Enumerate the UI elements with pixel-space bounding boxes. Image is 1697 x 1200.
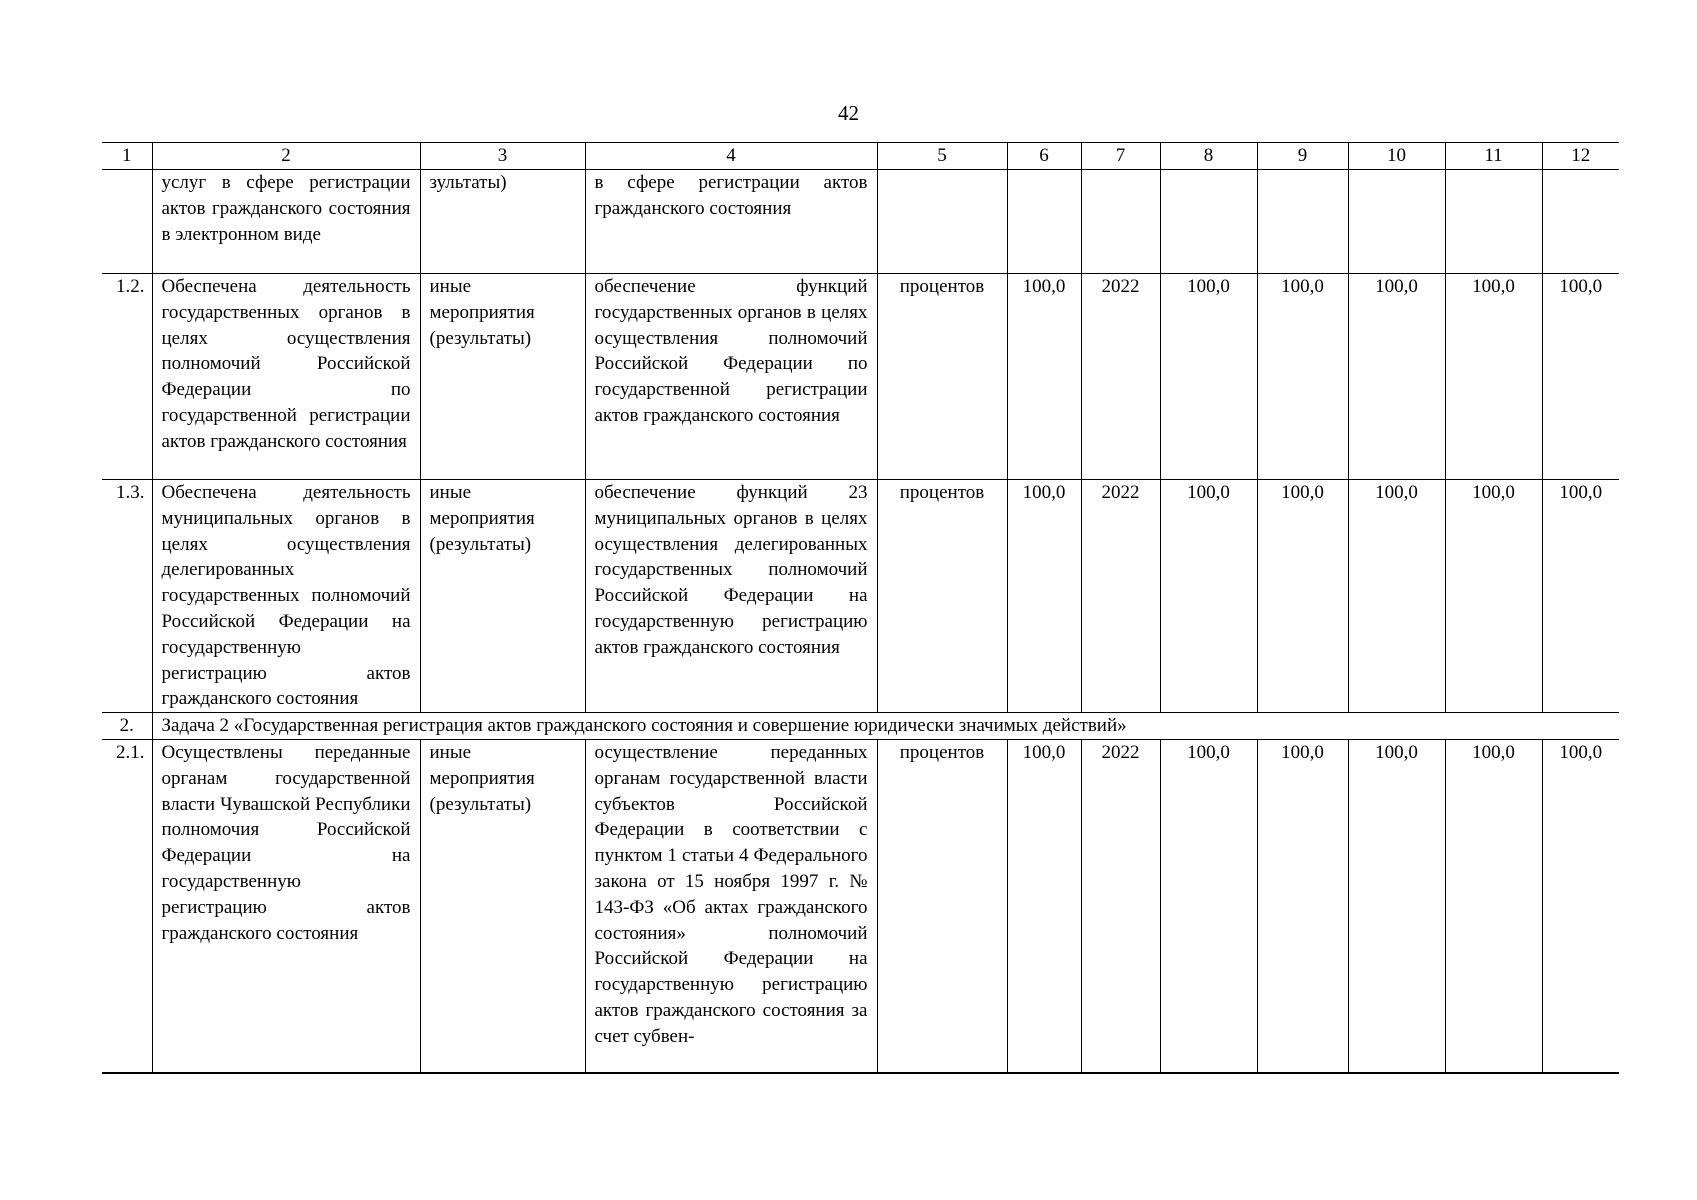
value-col-10: 100,0 bbox=[1348, 739, 1445, 1073]
base-year: 2022 bbox=[1081, 739, 1160, 1073]
row-number: 2.1. bbox=[102, 739, 152, 1073]
result-description: обеспечение функций 23 муниципальных органов в целях осуществления делегированных государственных полномочий Российской Федерации на государственную регистрацию актов гражданского состояния bbox=[585, 480, 877, 713]
task-number: 2. bbox=[102, 713, 152, 740]
header-cell: 11 bbox=[1445, 143, 1542, 170]
base-year: 2022 bbox=[1081, 480, 1160, 713]
base-year bbox=[1081, 170, 1160, 274]
value-col-12 bbox=[1542, 170, 1619, 274]
value-col-8: 100,0 bbox=[1160, 480, 1257, 713]
unit: процентов bbox=[877, 274, 1007, 480]
result-description: обеспечение функций государственных органов в целях осуществления полномочий Российской Федерации по государственной регистрации актов гражданского состояния bbox=[585, 274, 877, 480]
value-col-10 bbox=[1348, 170, 1445, 274]
task-row bbox=[102, 713, 1619, 740]
result-name: услуг в сфере регистрации актов гражданского состояния в электронном виде bbox=[152, 170, 420, 274]
value-col-9: 100,0 bbox=[1257, 274, 1348, 480]
value-col-10: 100,0 bbox=[1348, 274, 1445, 480]
header-cell: 12 bbox=[1542, 143, 1619, 170]
row-number: 1.2. bbox=[102, 274, 152, 480]
value-col-12: 100,0 bbox=[1542, 739, 1619, 1073]
indicators-table bbox=[102, 142, 1619, 1074]
value-col-8 bbox=[1160, 170, 1257, 274]
page-number: 42 bbox=[838, 101, 859, 125]
value-col-11 bbox=[1445, 170, 1542, 274]
table-header-row bbox=[102, 143, 1619, 170]
header-cell: 7 bbox=[1081, 143, 1160, 170]
value-col-8: 100,0 bbox=[1160, 274, 1257, 480]
unit: процентов bbox=[877, 739, 1007, 1073]
table-row bbox=[102, 739, 1619, 1073]
base-value: 100,0 bbox=[1007, 739, 1081, 1073]
table-row bbox=[102, 170, 1619, 274]
value-col-9 bbox=[1257, 170, 1348, 274]
result-type: иные мероприятия (результаты) bbox=[420, 480, 585, 713]
value-col-11: 100,0 bbox=[1445, 274, 1542, 480]
value-col-8: 100,0 bbox=[1160, 739, 1257, 1073]
unit bbox=[877, 170, 1007, 274]
header-cell: 8 bbox=[1160, 143, 1257, 170]
header-cell: 3 bbox=[420, 143, 585, 170]
value-col-10: 100,0 bbox=[1348, 480, 1445, 713]
result-description: в сфере регистрации актов гражданского состояния bbox=[585, 170, 877, 274]
header-cell: 2 bbox=[152, 143, 420, 170]
result-name: Обеспечена деятельность государственных органов в целях осуществления полномочий Российской Федерации по государственной регистрации актов гражданского состояния bbox=[152, 274, 420, 480]
table-row bbox=[102, 480, 1619, 713]
header-cell: 10 bbox=[1348, 143, 1445, 170]
result-description: осуществление переданных органам государственной власти субъектов Российской Федерации в соответствии с пунктом 1 статьи 4 Федерального закона от 15 ноября 1997 г. № 143-ФЗ «Об актах гражданского состояния» полномочий Российской Федерации на государственную регистрацию актов гражданского состояния за счет субвен- bbox=[585, 739, 877, 1073]
result-type: зультаты) bbox=[420, 170, 585, 274]
value-col-11: 100,0 bbox=[1445, 480, 1542, 713]
header-cell: 4 bbox=[585, 143, 877, 170]
base-value bbox=[1007, 170, 1081, 274]
value-col-12: 100,0 bbox=[1542, 274, 1619, 480]
value-col-9: 100,0 bbox=[1257, 739, 1348, 1073]
row-number: 1.3. bbox=[102, 480, 152, 713]
row-number bbox=[102, 170, 152, 274]
result-type: иные мероприятия (результаты) bbox=[420, 274, 585, 480]
header-cell: 6 bbox=[1007, 143, 1081, 170]
base-year: 2022 bbox=[1081, 274, 1160, 480]
value-col-9: 100,0 bbox=[1257, 480, 1348, 713]
header-cell: 5 bbox=[877, 143, 1007, 170]
value-col-11: 100,0 bbox=[1445, 739, 1542, 1073]
result-type: иные мероприятия (результаты) bbox=[420, 739, 585, 1073]
result-name: Обеспечена деятельность муниципальных органов в целях осуществления делегированных государственных полномочий Российской Федерации на государственную регистрацию актов гражданского состояния bbox=[152, 480, 420, 713]
header-cell: 1 bbox=[102, 143, 152, 170]
unit: процентов bbox=[877, 480, 1007, 713]
base-value: 100,0 bbox=[1007, 274, 1081, 480]
result-name: Осуществлены переданные органам государственной власти Чувашской Республики полномочия Российской Федерации на государственную регистрацию актов гражданского состояния bbox=[152, 739, 420, 1073]
table-row bbox=[102, 274, 1619, 480]
value-col-12: 100,0 bbox=[1542, 480, 1619, 713]
header-cell: 9 bbox=[1257, 143, 1348, 170]
base-value: 100,0 bbox=[1007, 480, 1081, 713]
task-title: Задача 2 «Государственная регистрация актов гражданского состояния и совершение юридически значимых действий» bbox=[152, 713, 1619, 740]
